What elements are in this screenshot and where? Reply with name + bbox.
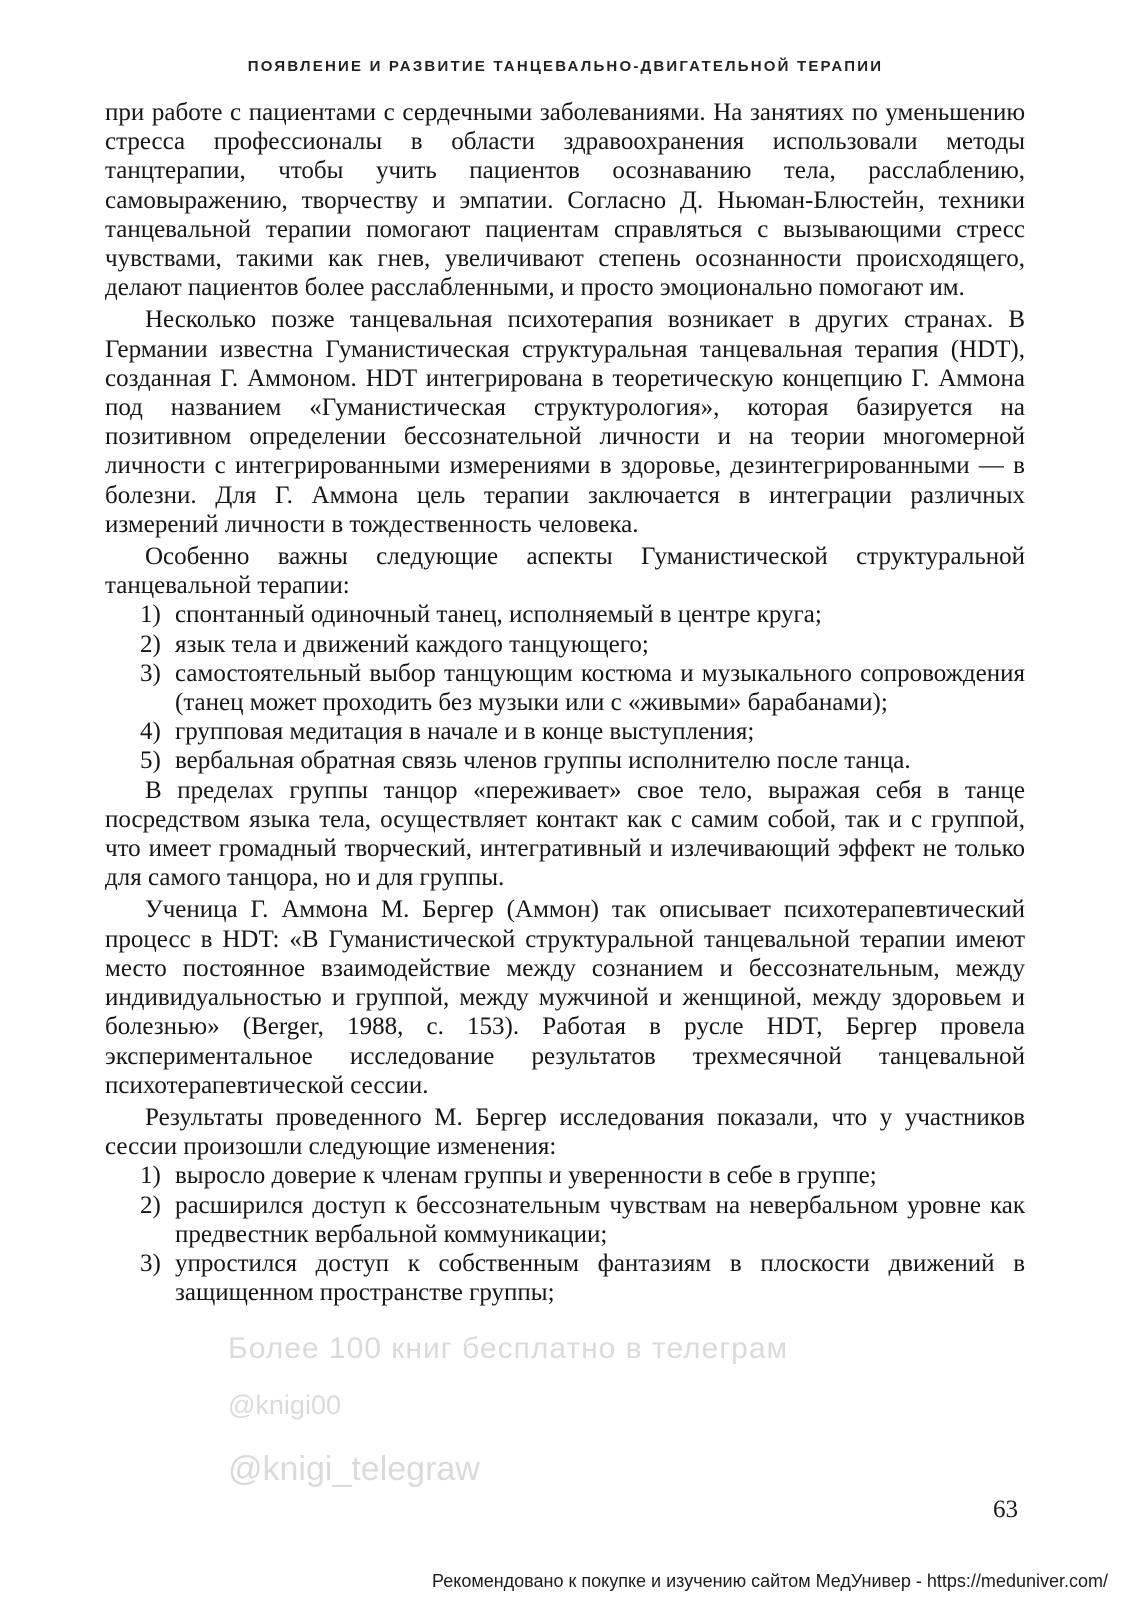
list-item-number: 1): [140, 1162, 161, 1190]
watermark-text: Более 100 книг бесплатно в телеграм: [228, 1332, 789, 1365]
list-item-text: выросло доверие к членам группы и уверенности в себе в группе;: [175, 1162, 877, 1190]
list-item-number: 5): [140, 747, 161, 775]
list-item: [105, 1161, 1025, 1190]
footer-recommendation: Рекомендовано к покупке и изучению сайтом МедУнивер - https://meduniver.com/: [432, 1571, 1108, 1591]
running-header: ПОЯВЛЕНИЕ И РАЗВИТИЕ ТАНЦЕВАЛЬНО-ДВИГАТЕЛЬНОЙ ТЕРАПИИ: [247, 58, 884, 75]
list-item-text: язык тела и движений каждого танцующего;: [175, 630, 649, 658]
list-item: [105, 717, 1025, 746]
list-item-number: 1): [140, 601, 161, 629]
list-item-text: расширился доступ к бессознательным чувствам на невербальном уровне как предвестник вербальной коммуникации;: [175, 1191, 1025, 1248]
paragraph: при работе с пациентами с сердечными заболеваниями. На занятиях по уменьшению стресса профессионалы в области здравоохранения использовали методы танцтерапии, чтобы учить пациентов осознаванию тела, расслаблению, самовыражению, творчеству и эмпатии. Согласно Д. Ньюман-Блюстейн, техники танцевальной терапии помогают пациентам справляться с вызывающими стресс чувствами, такими как гнев, увеличивают степень осознанности происходящего, делают пациентов более расслабленными, и просто эмоционально помогают им.: [105, 99, 1025, 302]
watermark-text: @knigi00: [228, 1390, 341, 1420]
results-list: [105, 1161, 1025, 1307]
list-item-text: вербальная обратная связь членов группы исполнителю после танца.: [175, 747, 911, 775]
page-body: [105, 98, 1025, 1307]
paragraph: Ученица Г. Аммона М. Бергер (Аммон) так описывает психотерапевтический процесс в HDT: «В Гуманистической структуральной танцевальной терапии имеют место постоянное взаимодействие между сознанием и бессознательным, между индивидуальностью и группой, между мужчиной и женщиной, между здоровьем и болезнью» (Berger, 1988, с. 153). Работая в русле HDT, Бергер провела экспериментальное исследование результатов трехмесячной танцевальной психотерапевтической сессии.: [105, 896, 1025, 1099]
aspects-list: [105, 600, 1025, 775]
list-item: [105, 1191, 1025, 1249]
list-item-number: 2): [140, 1191, 161, 1219]
list-item: [105, 1249, 1025, 1307]
list-item-text: упростился доступ к собственным фантазиям в плоскости движений в защищенном пространстве группы;: [175, 1249, 1025, 1307]
list-item-text: самостоятельный выбор танцующим костюма и музыкального сопровождения (танец может проходить без музыки или с «живыми» барабанами);: [175, 659, 1025, 717]
list-item: [105, 746, 1025, 775]
watermark-text: @knigi_telegraw: [228, 1450, 480, 1488]
list-item: [105, 659, 1025, 717]
list-item-text: групповая медитация в начале и в конце выступления;: [175, 718, 755, 746]
list-item-number: 3): [140, 1249, 161, 1277]
paragraph: Несколько позже танцевальная психотерапия возникает в других странах. В Германии известна Гуманистическая структуральная танцевальная терапия (HDT), созданная Г. Аммоном. HDT интегрирована в теоретическую концепцию Г. Аммона под названием «Гуманистическая структурология», которая базируется на позитивном определении бессознательной личности и на теории многомерной личности с интегрированными измерениями в здоровье, дезинтегрированными — в болезни. Для Г. Аммона цель терапии заключается в интеграции различных измерений личности в тождественность человека.: [105, 306, 1025, 538]
paragraph: В пределах группы танцор «переживает» свое тело, выражая себя в танце посредством языка тела, осуществляет контакт как с самим собой, так и с группой, что имеет громадный творческий, интегративный и излечивающий эффект не только для самого танцора, но и для группы.: [105, 776, 1025, 892]
paragraph: Особенно важны следующие аспекты Гуманистической структуральной танцевальной терапии:: [105, 543, 1025, 600]
list-item: [105, 600, 1025, 629]
paragraph: Результаты проведенного М. Бергер исследования показали, что у участников сессии произошли следующие изменения:: [105, 1103, 1025, 1161]
list-item-text: спонтанный одиночный танец, исполняемый в центре круга;: [175, 601, 822, 629]
page-number: 63: [993, 1496, 1018, 1523]
list-item: [105, 630, 1025, 659]
list-item-number: 2): [140, 630, 161, 658]
list-item-number: 3): [140, 659, 161, 687]
list-item-number: 4): [140, 718, 161, 746]
